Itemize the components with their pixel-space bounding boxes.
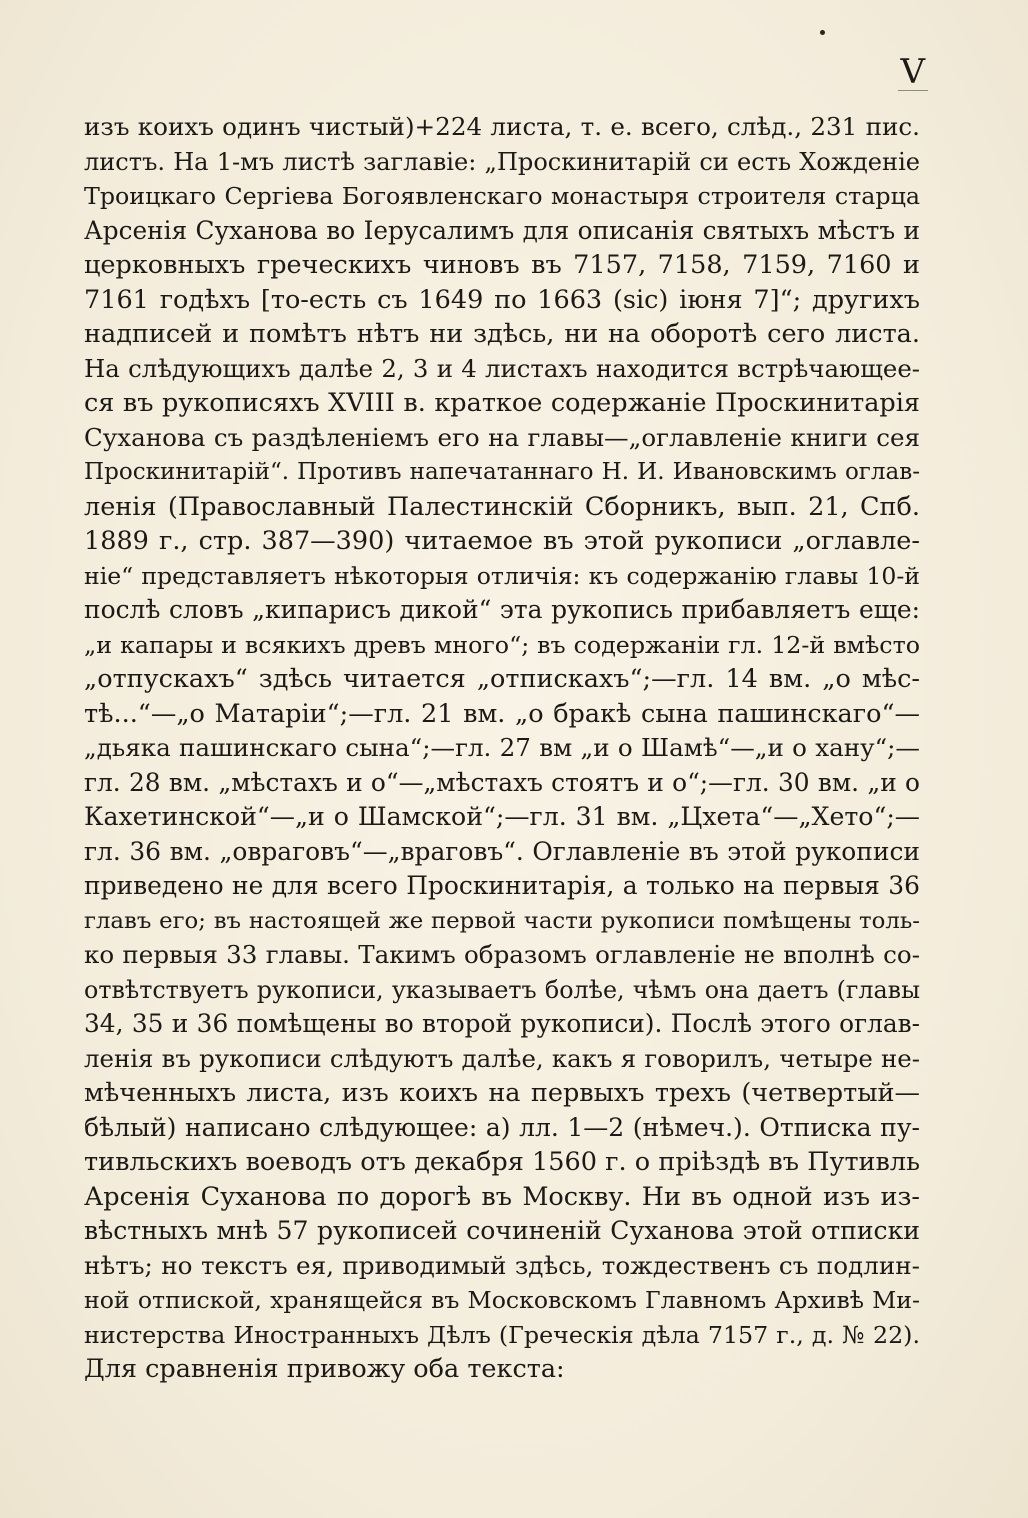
text-line: Арсенія Суханова по дорогѣ въ Москву. Ни въ одной изъ из- <box>84 1181 920 1212</box>
text-line: На слѣдующихъ далѣе 2, 3 и 4 листахъ находится встрѣчающее- <box>84 353 920 383</box>
text-line: ленія въ рукописи слѣдуютъ далѣе, какъ я говорилъ, четыре не- <box>84 1043 920 1073</box>
text-line: Троицкаго Сергіева Богоявленскаго монастыря строителя старца <box>84 182 920 210</box>
text-line: послѣ словъ „кипарисъ дикой“ эта рукопись прибавляетъ еще: <box>84 595 920 624</box>
text-line: тѣ...“—„о Матаріи“;—гл. 21 вм. „о бракѣ сына пашинскаго“— <box>84 698 920 729</box>
text-line: приведено не для всего Проскинитарія, а только на первыя 36 <box>84 871 920 900</box>
text-line: Кахетинской“—„и о Шамской“;—гл. 31 вм. „Цхета“—„Хето“;— <box>84 802 920 831</box>
text-line: 7161 годѣхъ [то-есть съ 1649 по 1663 (sic) іюня 7]“; другихъ <box>84 284 920 315</box>
text-line: тивльскихъ воеводъ отъ декабря 1560 г. о пріѣздѣ въ Путивль <box>84 1147 920 1177</box>
text-line: ной отпиской, хранящейся въ Московскомъ Главномъ Архивѣ Ми- <box>84 1286 920 1314</box>
text-line: Арсенія Суханова во Іерусалимъ для описанія святыхъ мѣстъ и <box>84 215 920 245</box>
text-line: Суханова съ раздѣленіемъ его на главы—„оглавленіе книги сея <box>84 422 920 452</box>
text-line: мѣченныхъ листа, изъ коихъ на первыхъ трехъ (четвертый— <box>84 1078 920 1108</box>
text-line: церковныхъ греческихъ чиновъ въ 7157, 7158, 7159, 7160 и <box>84 250 920 280</box>
text-line: ко первыя 33 главы. Такимъ образомъ оглавленіе не вполнѣ со- <box>84 940 920 969</box>
text-line: „и капары и всякихъ древъ много“; въ содержаніи гл. 12-й вмѣсто <box>84 630 920 659</box>
text-line: ся въ рукописяхъ XVIII в. краткое содержаніе Проскинитарія <box>84 388 920 418</box>
text-line: нѣтъ; но текстъ ея, приводимый здѣсь, тождественъ съ подлин- <box>84 1250 920 1280</box>
text-line: надписей и помѣтъ нѣтъ ни здѣсь, ни на оборотѣ сего листа. <box>84 319 920 349</box>
text-line: вѣстныхъ мнѣ 57 рукописей сочиненій Суханова этой отписки <box>84 1216 920 1245</box>
text-line: 34, 35 и 36 помѣщены во второй рукописи). Послѣ этого оглав- <box>84 1009 920 1038</box>
text-line: Проскинитарій“. Противъ напечатаннаго Н. И. Ивановскимъ оглав- <box>84 459 920 485</box>
text-line: „дьяка пашинскаго сына“;—гл. 27 вм „и о Шамѣ“—„и о хану“;— <box>84 733 920 762</box>
text-line: отвѣтствуетъ рукописи, указываетъ болѣе, чѣмъ она даетъ (главы <box>84 975 920 1004</box>
text-line: нистерства Иностранныхъ Дѣлъ (Греческія дѣла 7157 г., д. № 22). <box>84 1320 920 1349</box>
text-line: изъ коихъ одинъ чистый)+224 листа, т. е. всего, слѣд., 231 пис. <box>84 112 920 141</box>
text-line: бѣлый) написано слѣдующее: а) лл. 1—2 (нѣмеч.). Отписка пу- <box>84 1112 920 1142</box>
text-line: главъ его; въ настоящей же первой части рукописи помѣщены толь- <box>84 907 920 934</box>
text-line: „отпускахъ“ здѣсь читается „отпискахъ“;—гл. 14 вм. „о мѣс- <box>84 664 920 694</box>
text-line: гл. 36 вм. „овраговъ“—„враговъ“. Оглавленіе въ этой рукописи <box>84 836 920 866</box>
text-line: гл. 28 вм. „мѣстахъ и о“—„мѣстахъ стоятъ и о“;—гл. 30 вм. „и о <box>84 767 920 797</box>
text-line: 1889 г., стр. 387—390) читаемое въ этой рукописи „оглавле- <box>84 526 920 556</box>
text-line: ленія (Православный Палестинскій Сборникъ, вып. 21, Спб. <box>84 491 920 522</box>
text-line: листъ. На 1-мъ листѣ заглавіе: „Проскинитарій си есть Хожденіе <box>84 147 920 176</box>
page-number: V <box>900 52 926 92</box>
text-line: ніе“ представляетъ нѣкоторыя отличія: къ содержанію главы 10-й <box>84 561 920 590</box>
body-text <box>84 110 920 1387</box>
ink-speck <box>820 30 825 35</box>
text-line-last: Для сравненія привожу оба текста: <box>84 1354 565 1384</box>
